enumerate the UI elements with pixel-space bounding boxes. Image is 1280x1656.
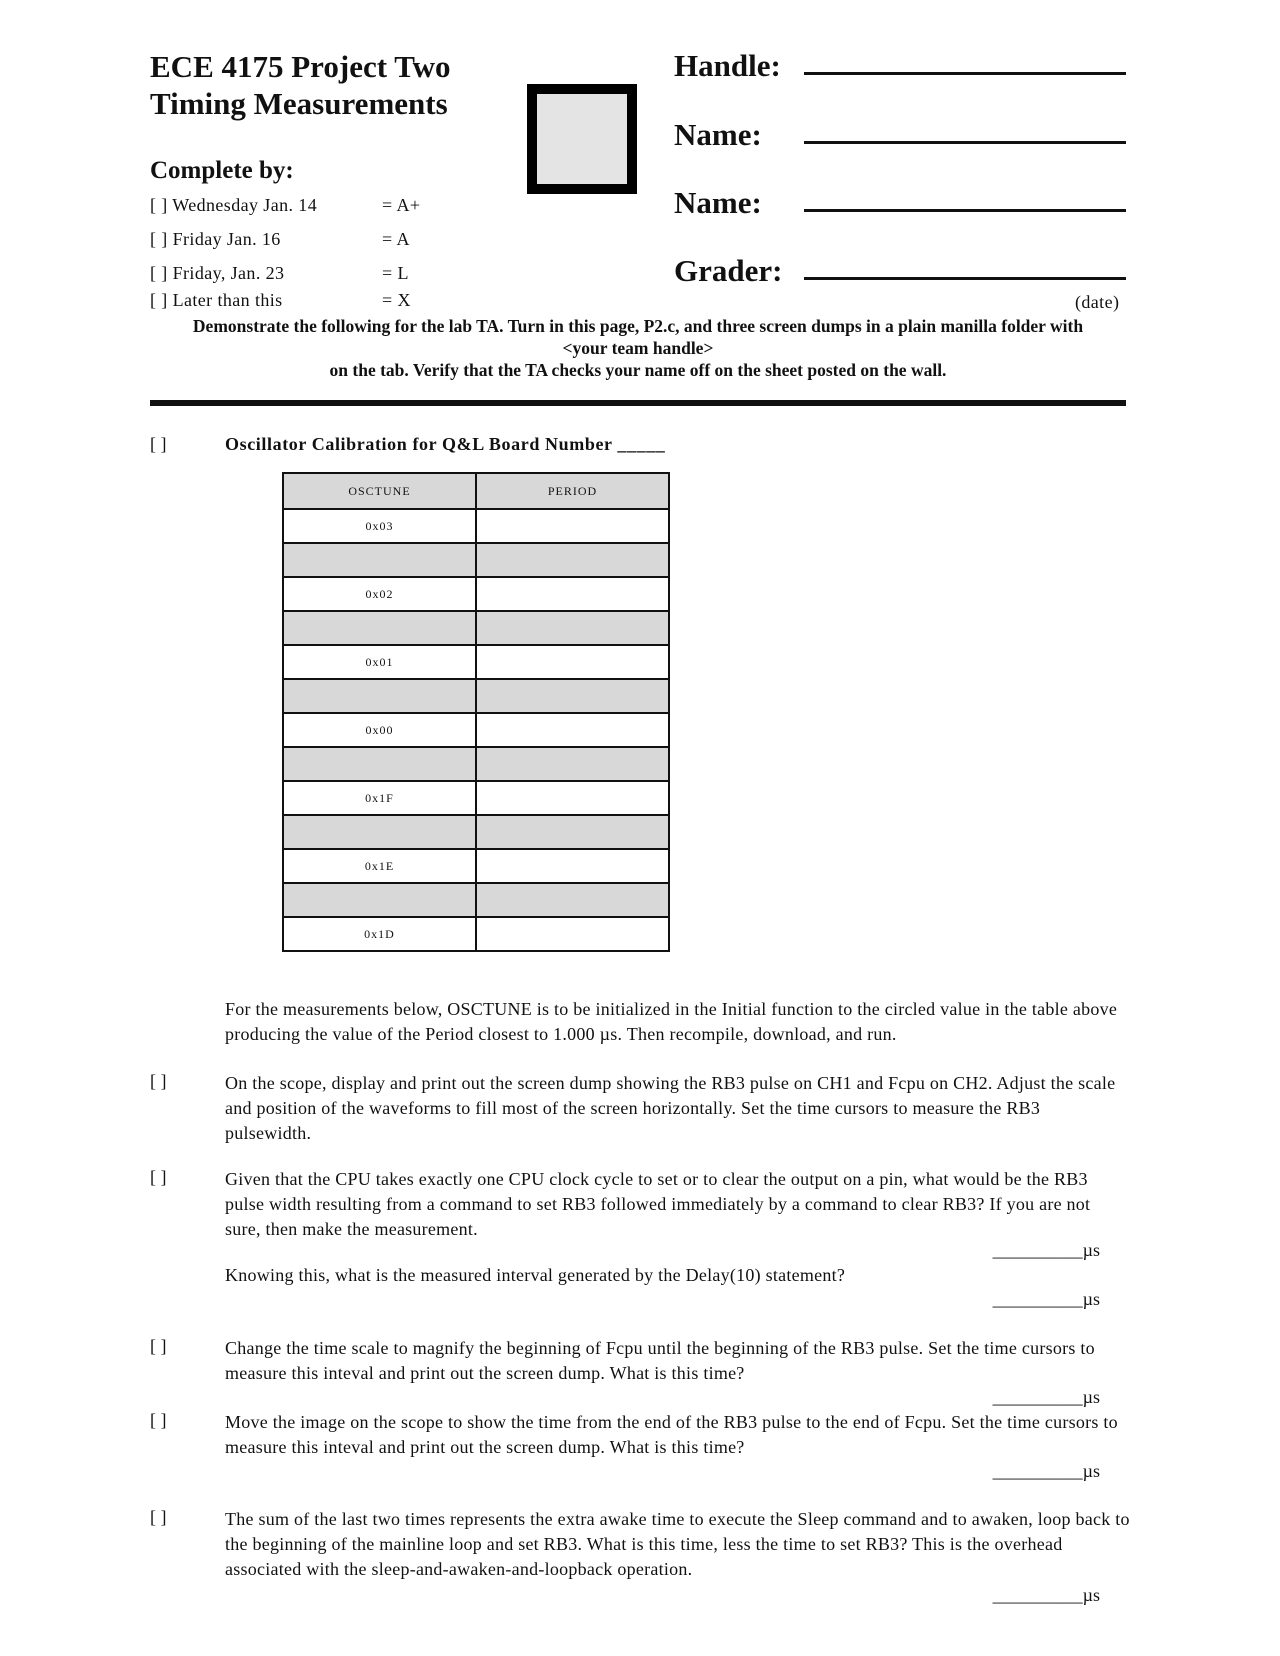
option-row[interactable]: [150, 290, 283, 311]
osctune-cell: [283, 543, 476, 577]
osctune-cell: 0x1E: [283, 849, 476, 883]
table-row: [283, 577, 669, 611]
option-label: Friday, Jan. 23: [172, 263, 285, 283]
osctune-header: OSCTUNE: [283, 473, 476, 509]
calibration-title: Oscillator Calibration for Q&L Board Number _____: [225, 434, 666, 454]
option-row[interactable]: [150, 195, 317, 216]
period-cell[interactable]: [476, 917, 669, 951]
checkbox[interactable]: [ ]: [150, 195, 168, 215]
osctune-cell: [283, 679, 476, 713]
period-cell[interactable]: [476, 577, 669, 611]
table-row: [283, 611, 669, 645]
grader-label: Grader:: [674, 253, 783, 288]
period-cell[interactable]: [476, 509, 669, 543]
table-row: [283, 815, 669, 849]
option-row[interactable]: [150, 263, 284, 284]
osctune-cell: [283, 747, 476, 781]
answer-blank[interactable]: [900, 1585, 1100, 1606]
grade-box: [527, 84, 637, 194]
answer-blank-text: __________µs: [992, 1387, 1100, 1407]
option-grade: = A: [382, 229, 410, 249]
period-cell[interactable]: [476, 815, 669, 849]
task-checkbox[interactable]: [ ]: [150, 1507, 167, 1527]
table-row: [283, 509, 669, 543]
task-text: On the scope, display and print out the screen dump showing the RB3 pulse on CH1 and Fcpu on CH2. Adjust the scale and position of the waveforms to fill most of the screen horizontally. Set the time cursors to measure the RB3 pulsewidth.: [225, 1073, 1116, 1143]
grader-field[interactable]: [804, 277, 1126, 280]
option-label: Friday Jan. 16: [172, 229, 281, 249]
instructions-line-2: <your team handle>: [562, 338, 714, 358]
instructions-line-1: Demonstrate the following for the lab TA. Turn in this page, P2.c, and three screen dumps in a plain manilla folder with: [192, 316, 1084, 336]
period-cell[interactable]: [476, 883, 669, 917]
table-header-row: [283, 473, 669, 509]
instructions: [150, 315, 1126, 381]
period-header: PERIOD: [476, 473, 669, 509]
osctune-cell: [283, 883, 476, 917]
name-field-1[interactable]: [804, 141, 1126, 144]
option-label: Later than this: [172, 290, 283, 310]
task-checkbox[interactable]: [ ]: [150, 1071, 167, 1091]
option-grade: = A+: [382, 195, 421, 215]
answer-blank-text: __________µs: [992, 1240, 1100, 1260]
task-checkbox[interactable]: [ ]: [150, 1410, 167, 1430]
intro-paragraph: For the measurements below, OSCTUNE is to be initialized in the Initial function to the circled value in the table above producing the value of the Period closest to 1.000 µs. Then recompile, download, and run.: [225, 999, 1118, 1044]
answer-blank[interactable]: [900, 1240, 1100, 1261]
task-text: The sum of the last two times represents the extra awake time to execute the Sleep command and to awaken, loop back to the beginning of the mainline loop and set RB3. What is this time, less the time to set RB3? This is the overhead associated with the sleep-and-awaken-and-loopback operation.: [225, 1509, 1130, 1579]
checkbox[interactable]: [ ]: [150, 263, 168, 283]
answer-blank[interactable]: [900, 1387, 1100, 1408]
handle-label: Handle:: [674, 48, 781, 83]
grade-box-fill: [537, 94, 627, 184]
table-row: [283, 645, 669, 679]
osctune-cell: [283, 815, 476, 849]
answer-blank-text: __________µs: [992, 1289, 1100, 1309]
page-title: [150, 48, 451, 122]
handle-field[interactable]: [804, 72, 1126, 75]
osctune-cell: 0x02: [283, 577, 476, 611]
period-cell[interactable]: [476, 849, 669, 883]
osctune-cell: 0x01: [283, 645, 476, 679]
table-row: [283, 713, 669, 747]
complete-by-heading: Complete by:: [150, 157, 294, 184]
osctune-cell: 0x1D: [283, 917, 476, 951]
answer-blank-text: __________µs: [992, 1585, 1100, 1605]
table-row: [283, 917, 669, 951]
table-row: [283, 747, 669, 781]
table-row: [283, 781, 669, 815]
option-grade: = X: [382, 290, 411, 310]
calibration-checkbox[interactable]: [ ]: [150, 434, 167, 454]
period-cell[interactable]: [476, 713, 669, 747]
option-row[interactable]: [150, 229, 281, 250]
task-text: Move the image on the scope to show the time from the end of the RB3 pulse to the end of Fcpu. Set the time cursors to measure this inteval and print out the screen dump. What is this time?: [225, 1412, 1118, 1457]
osctune-cell: 0x03: [283, 509, 476, 543]
option-label: Wednesday Jan. 14: [172, 195, 318, 215]
period-cell[interactable]: [476, 543, 669, 577]
checkbox[interactable]: [ ]: [150, 290, 168, 310]
title-line-2: Timing Measurements: [150, 86, 448, 121]
period-cell[interactable]: [476, 781, 669, 815]
table-row: [283, 543, 669, 577]
period-cell[interactable]: [476, 611, 669, 645]
section-divider: [150, 400, 1126, 406]
task-text: Change the time scale to magnify the beginning of Fcpu until the beginning of the RB3 pulse. Set the time cursors to measure this inteval and print out the screen dump. What is this time?: [225, 1338, 1095, 1383]
knowing-text: Knowing this, what is the measured interval generated by the Delay(10) statement?: [225, 1265, 846, 1285]
table-row: [283, 849, 669, 883]
task-checkbox[interactable]: [ ]: [150, 1336, 167, 1356]
answer-blank-text: __________µs: [992, 1461, 1100, 1481]
period-cell[interactable]: [476, 747, 669, 781]
name-field-2[interactable]: [804, 209, 1126, 212]
answer-blank[interactable]: [900, 1289, 1100, 1310]
osctune-cell: [283, 611, 476, 645]
period-cell[interactable]: [476, 645, 669, 679]
title-line-1: ECE 4175 Project Two: [150, 49, 451, 84]
osctune-cell: 0x1F: [283, 781, 476, 815]
name-label-1: Name:: [674, 117, 762, 152]
checkbox[interactable]: [ ]: [150, 229, 168, 249]
table-row: [283, 883, 669, 917]
osctune-table: [282, 472, 670, 952]
option-grade: = L: [382, 263, 409, 283]
date-label: (date): [1075, 292, 1120, 312]
name-label-2: Name:: [674, 185, 762, 220]
table-row: [283, 679, 669, 713]
instructions-line-3: on the tab. Verify that the TA checks your name off on the sheet posted on the wall.: [329, 360, 947, 380]
period-cell[interactable]: [476, 679, 669, 713]
answer-blank[interactable]: [900, 1461, 1100, 1482]
task-text: Given that the CPU takes exactly one CPU clock cycle to set or to clear the output on a pin, what would be the RB3 pulse width resulting from a command to set RB3 followed immediately by a command to clear RB3? If you are not sure, then make the measurement.: [225, 1169, 1091, 1239]
task-checkbox[interactable]: [ ]: [150, 1167, 167, 1187]
osctune-cell: 0x00: [283, 713, 476, 747]
